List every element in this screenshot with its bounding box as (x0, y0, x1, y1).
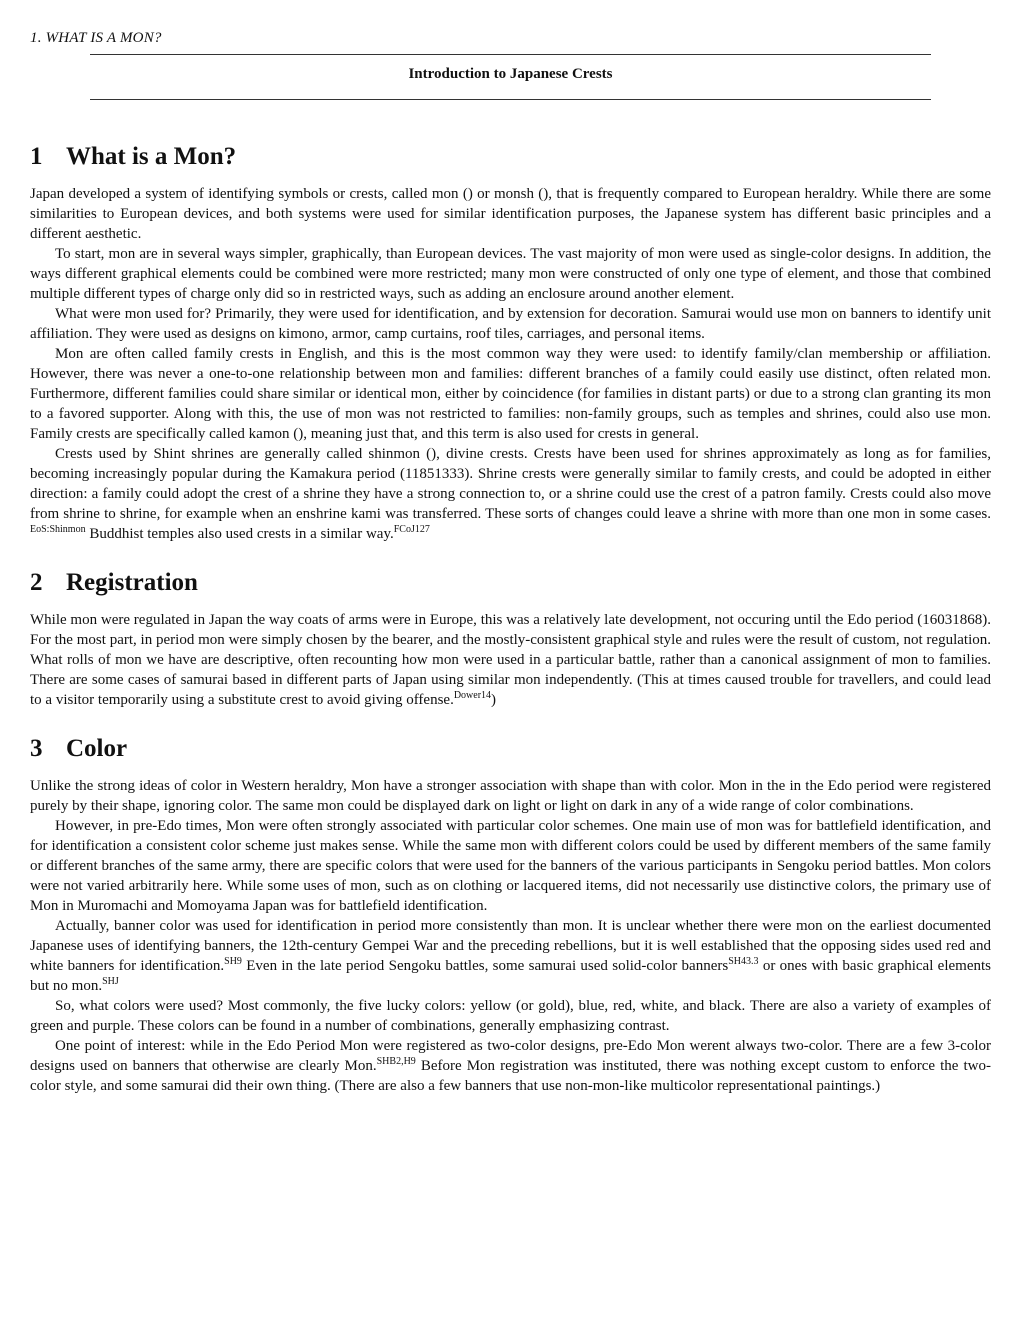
section-heading (30, 140, 991, 174)
document-title: Introduction to Japanese Crests (408, 66, 613, 82)
section-number: 2 (30, 569, 43, 596)
citation: SHB2,H9 (376, 1056, 416, 1067)
citation: FCoJ127 (393, 524, 430, 535)
paragraph-text: Actually, banner color was used for identification in period more consistently than mon. It is unclear whether there were mon on the earliest documented Japanese uses of identifying banners, the 12th-century Gempei War and the preceding rebellions, but it is well established that the opposing sides used red and white banners for identification. (30, 918, 991, 974)
paragraph: Unlike the strong ideas of color in Western heraldry, Mon have a stronger association with shape than with color. Mon in the in the Edo period were registered purely by their shape, ignoring color. The same mon could be displayed dark on light or light on dark in any of a wide range of color combinations. (30, 778, 991, 814)
paragraph-text: Buddhist temples also used crests in a similar way. (85, 526, 394, 542)
paragraph (30, 610, 991, 710)
citation: SH43.3 (728, 956, 759, 967)
citation: EoS:Shinmon (30, 524, 86, 535)
paragraph-text: Crests used by Shint shrines are generally called shinmon (), divine crests. Crests have been used for shrines approximately as long as for families, becoming increasingly popular during the Kamakura period (11851333). Shrine crests were generally similar to family crests, and could be adopted in either direction: a family could adopt the crest of a shrine they have a strong connection to, or a shrine could use the crest of a patron family. Crests could also move from shrine to shrine, for example when an enshrine kami was transferred. These sorts of changes could leave a shrine with more than one mon in some cases. (30, 446, 991, 522)
paragraph: To start, mon are in several ways simpler, graphically, than European devices. The vast majority of mon were used as single-color designs. In addition, the ways different graphical elements could be combined were more restricted; many mon were constructed of only one type of element, and those that combined multiple different types of charge only did so in restricted ways, such as adding an enclosure around another element. (30, 246, 991, 302)
paragraph: Mon are often called family crests in English, and this is the most common way they were used: to identify family/clan membership or affiliation. However, there was never a one-to-one relationship between mon and families: different branches of a family could easily use distinct, often related mon. Furthermore, different families could share similar or identical mon, either by coincidence (for families in distant parts) or due to a strong clan granting its mon to a favored supporter. Along with this, the use of mon was not restricted to families: non-family groups, such as temples and shrines, could also use mon. Family crests are specifically called kamon (), meaning just that, and this term is also used for crests in general. (30, 346, 991, 442)
paragraph: So, what colors were used? Most commonly, the five lucky colors: yellow (or gold), blue, red, white, and black. There are also a variety of examples of green and purple. These colors can be found in a number of combinations, generally emphasizing contrast. (30, 998, 991, 1034)
section-title: Color (66, 735, 128, 762)
paragraph-text: ) (491, 692, 497, 708)
citation: SHJ (102, 976, 119, 987)
citation: Dower14 (453, 690, 492, 701)
section-title: Registration (66, 569, 198, 596)
header-rule-bottom (90, 99, 931, 100)
section-number: 3 (30, 735, 43, 762)
paragraph-text: While mon were regulated in Japan the way coats of arms were in Europe, this was a relatively late development, not occuring until the Edo period (16031868). For the most part, in period mon were simply chosen by the bearer, and the mostly-consistent graphical style and rules were the result of custom, not regulation. What rolls of mon we have are descriptive, often recounting how mon were used in a particular battle, rather than a canonical assignment of mon to families. There are some cases of samurai based in different parts of Japan using similar mon independently. (This at times caused trouble for travellers, and could lead to a visitor temporarily using a substitute crest to avoid giving offense. (30, 612, 991, 708)
paragraph-text: Before Mon registration was instituted, there was nothing except custom to enforce the two-color style, and some samurai did their own thing. (There are also a few banners that use non-mon-like multicolor representational paintings.) (30, 1058, 992, 1094)
citation: SH9 (224, 956, 242, 967)
paragraph (30, 444, 991, 544)
section-number: 1 (30, 143, 43, 170)
paragraph: However, in pre-Edo times, Mon were often strongly associated with particular color schemes. One main use of mon was for battlefield identification, and for identification a consistent color scheme just makes sense. While the same mon with different colors could be used by different members of the same family or different branches of the same army, there are specific colors that were used for the banners of the various participants in Sengoku period battles. Mon colors were not varied arbitrarily here. While some uses of mon, such as on clothing or lacquered items, did not necessarily use distinctive colors, the primary use of Mon in Muromachi and Momoyama Japan was for battlefield identification. (30, 818, 991, 914)
paragraph-text: One point of interest: while in the Edo Period Mon were registered as two-color designs, pre-Edo Mon werent always two-color. There are a few 3-color designs used on banners that otherwise are clearly Mon. (30, 1038, 991, 1074)
paragraph (30, 916, 991, 996)
paragraph: Japan developed a system of identifying symbols or crests, called mon () or monsh (), that is frequently compared to European heraldry. While there are some similarities to European devices, and both systems were used for similar identification purposes, the Japanese system has different basic principles and a different aesthetic. (30, 186, 991, 242)
section-heading (30, 732, 991, 766)
paragraph: What were mon used for? Primarily, they were used for identification, and by extension for decoration. Samurai would use mon on banners to identify unit affiliation. They were used as designs on kimono, armor, camp curtains, roof tiles, carriages, and personal items. (30, 306, 991, 342)
page-body (30, 140, 991, 1096)
paragraph (30, 1036, 991, 1096)
paragraph-text: Even in the late period Sengoku battles, some samurai used solid-color banners (241, 958, 729, 974)
section-heading (30, 566, 991, 600)
paragraph-text: or ones with basic graphical elements but no mon. (30, 958, 991, 994)
section-title: What is a Mon? (66, 143, 237, 170)
running-head: 1. WHAT IS A MON? (30, 30, 162, 46)
header-rule-top (90, 54, 931, 55)
